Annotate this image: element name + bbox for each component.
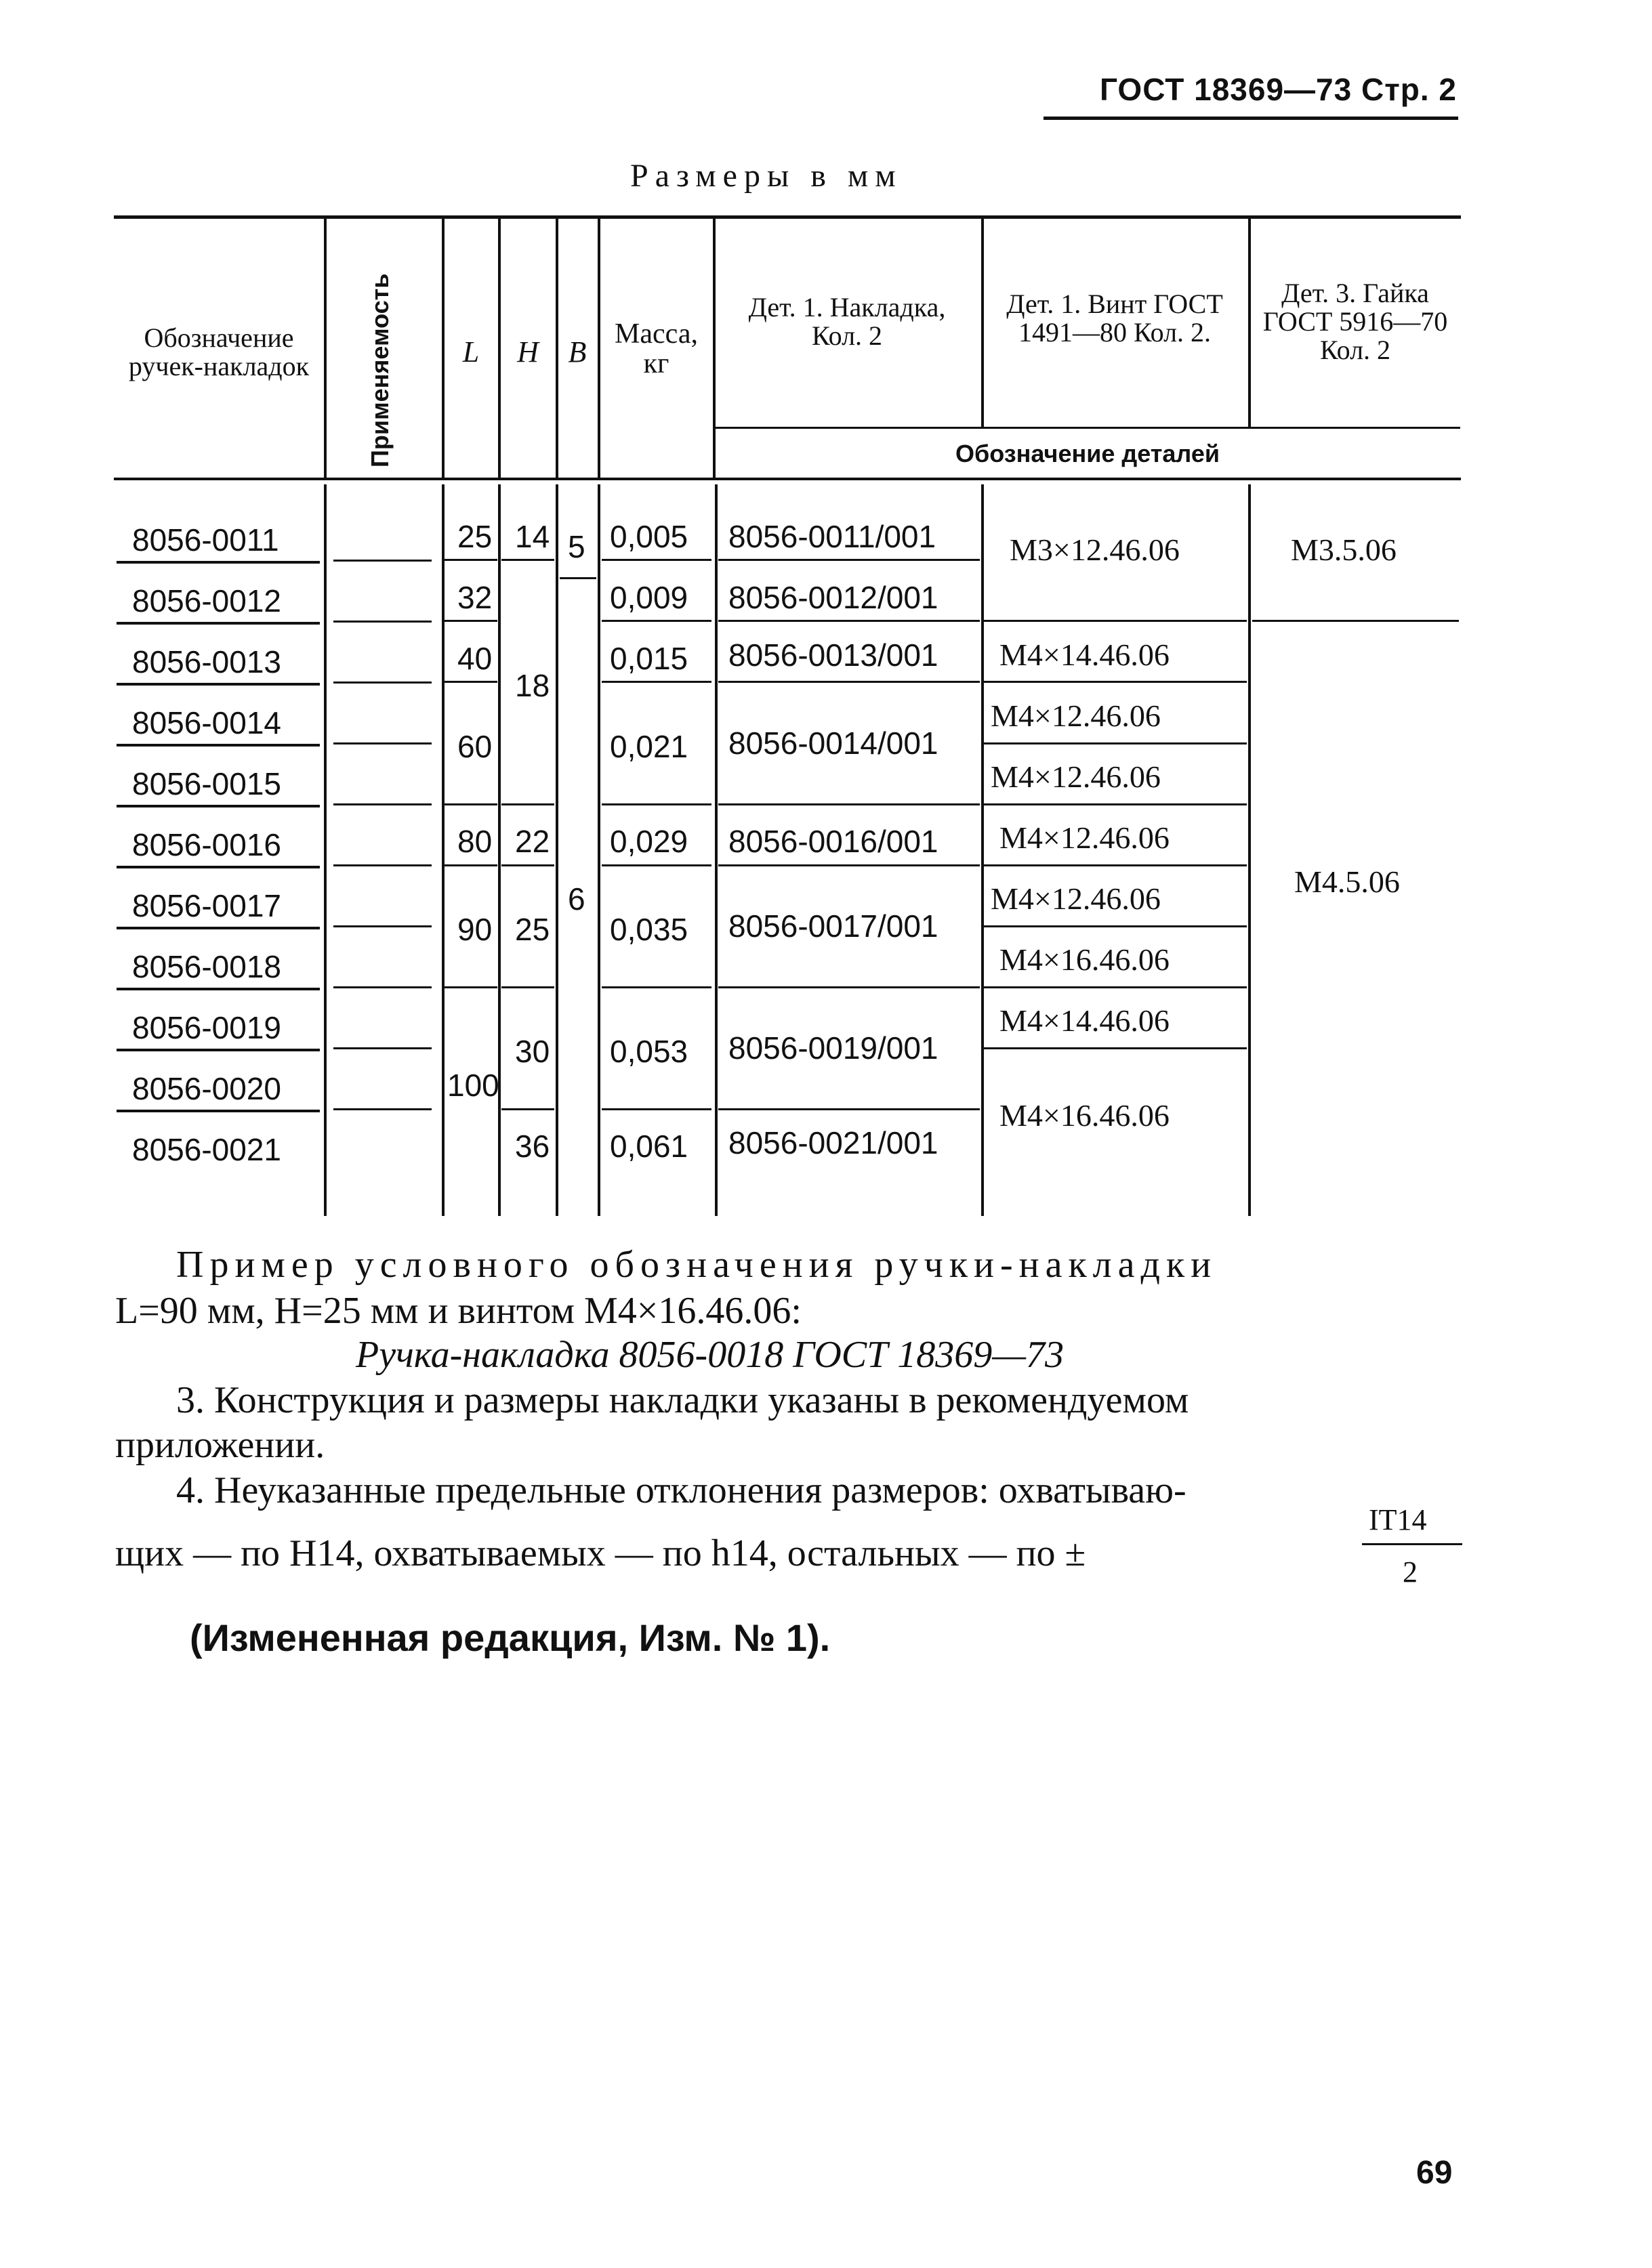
- paragraph-3-line1: 3. Конструкция и размеры накладки указаны в рекомендуемом: [176, 1379, 1189, 1421]
- row-designation: 8056-0020: [132, 1071, 281, 1106]
- row-designation: 8056-0021: [132, 1132, 281, 1167]
- cell-L: 40: [457, 641, 493, 676]
- rule: [501, 559, 554, 561]
- cell-mass: 0,035: [610, 912, 688, 947]
- cell-L: 80: [457, 824, 493, 859]
- cell-L: 100: [447, 1068, 499, 1103]
- header-H: H: [517, 335, 539, 369]
- dash: [333, 1047, 432, 1049]
- rule: [602, 803, 711, 805]
- vline: [498, 484, 501, 1216]
- fraction-denominator: 2: [1403, 1555, 1418, 1589]
- table-top-rule: [114, 215, 1461, 219]
- rule: [984, 1047, 1247, 1049]
- cell-B: 6: [568, 881, 585, 917]
- cell-nut: М3.5.06: [1291, 532, 1397, 567]
- cell-H: 30: [515, 1034, 550, 1069]
- rule: [984, 925, 1247, 927]
- rule: [501, 864, 554, 866]
- rule: [602, 1108, 711, 1110]
- cell-B: 5: [568, 529, 585, 564]
- vline: [556, 484, 558, 1216]
- header-L: L: [462, 335, 480, 369]
- vline: [981, 217, 984, 427]
- row-designation: 8056-0016: [132, 827, 281, 862]
- rule: [718, 864, 980, 866]
- rule: [602, 864, 711, 866]
- rule: [117, 1110, 320, 1112]
- cell-L: 25: [457, 519, 493, 554]
- row-designation: 8056-0014: [132, 705, 281, 740]
- dash: [333, 864, 432, 866]
- cell-H: 25: [515, 912, 550, 947]
- vline: [1248, 217, 1251, 427]
- rule: [501, 1108, 554, 1110]
- row-designation: 8056-0015: [132, 766, 281, 801]
- row-designation: 8056-0011: [132, 522, 279, 558]
- rule: [718, 803, 980, 805]
- example-line2: L=90 мм, H=25 мм и винтом М4×16.46.06:: [115, 1290, 802, 1332]
- parts-header-rule: [715, 427, 1460, 429]
- cell-mass: 0,015: [610, 641, 688, 676]
- cell-pad: 8056-0017/001: [728, 908, 938, 944]
- rule: [1252, 620, 1459, 622]
- paragraph-3-line2: приложении.: [115, 1424, 325, 1466]
- header-applicability: Применяемость: [366, 273, 394, 467]
- vline: [715, 484, 718, 1216]
- cell-mass: 0,053: [610, 1034, 688, 1069]
- rule: [501, 803, 554, 805]
- cell-screw: М4×14.46.06: [999, 1003, 1170, 1038]
- rule: [984, 803, 1247, 805]
- rule: [117, 561, 320, 564]
- dash: [333, 742, 432, 744]
- paragraph-4-line2: щих — по Н14, охватываемых — по h14, остальных — по ±: [115, 1532, 1086, 1574]
- row-designation: 8056-0018: [132, 949, 281, 984]
- header-rule: [1044, 117, 1458, 120]
- cell-mass: 0,061: [610, 1129, 688, 1164]
- fraction-bar: [1362, 1543, 1462, 1545]
- rule: [117, 683, 320, 686]
- dash: [333, 621, 432, 623]
- cell-H: 14: [515, 519, 550, 554]
- cell-screw: М4×12.46.06: [991, 881, 1161, 916]
- table-caption: Размеры в мм: [630, 158, 903, 194]
- row-designation: 8056-0019: [132, 1010, 281, 1045]
- rule: [117, 744, 320, 747]
- cell-pad: 8056-0013/001: [728, 637, 938, 673]
- cell-pad: 8056-0016/001: [728, 824, 938, 859]
- vline: [324, 217, 327, 478]
- rule: [718, 681, 980, 683]
- dash: [333, 560, 432, 562]
- header-det1-pad: Дет. 1. Накладка, Кол. 2: [748, 292, 946, 351]
- cell-screw: М4×12.46.06: [999, 820, 1170, 855]
- rule: [984, 864, 1247, 866]
- header-designation: Обозначение ручек-накладок: [128, 322, 310, 381]
- dash: [333, 803, 432, 805]
- cell-screw: М4×12.46.06: [991, 759, 1161, 794]
- rule: [445, 681, 497, 683]
- paragraph-4-line1: 4. Неуказанные предельные отклонения размеров: охватываю-: [176, 1469, 1186, 1511]
- header-det3-nut: Дет. 3. Гайка ГОСТ 5916—70 Кол. 2: [1262, 278, 1448, 365]
- cell-pad: 8056-0021/001: [728, 1125, 938, 1160]
- rule: [117, 988, 320, 990]
- cell-mass: 0,021: [610, 729, 688, 764]
- dash: [333, 925, 432, 927]
- rule: [445, 864, 497, 866]
- rule: [984, 681, 1247, 683]
- rule: [445, 803, 497, 805]
- rule: [984, 620, 1247, 622]
- rule: [445, 620, 497, 622]
- rule: [445, 559, 497, 561]
- cell-pad: 8056-0019/001: [728, 1030, 938, 1066]
- rule: [718, 559, 980, 561]
- cell-L: 90: [457, 912, 493, 947]
- header-B: B: [568, 335, 587, 369]
- cell-L: 60: [457, 729, 493, 764]
- cell-screw: М3×12.46.06: [1010, 532, 1180, 567]
- cell-mass: 0,029: [610, 824, 688, 859]
- cell-nut: М4.5.06: [1294, 864, 1400, 899]
- cell-mass: 0,005: [610, 519, 688, 554]
- example-line1: Пример условного обозначения ручки-накладки: [176, 1244, 1218, 1286]
- cell-screw: М4×16.46.06: [999, 1098, 1170, 1133]
- dash: [333, 681, 432, 684]
- row-designation: 8056-0017: [132, 888, 281, 923]
- rule: [718, 986, 980, 988]
- cell-mass: 0,009: [610, 580, 688, 615]
- rule: [501, 986, 554, 988]
- cell-L: 32: [457, 580, 493, 615]
- vline: [442, 484, 445, 1216]
- rule: [718, 620, 980, 622]
- cell-pad: 8056-0011/001: [728, 519, 936, 554]
- row-designation: 8056-0012: [132, 583, 281, 618]
- cell-H: 18: [515, 668, 550, 703]
- example-line3: Ручка-накладка 8056-0018 ГОСТ 18369—73: [356, 1334, 1065, 1376]
- vline: [1248, 484, 1251, 1216]
- dash: [333, 1108, 432, 1110]
- cell-screw: М4×16.46.06: [999, 942, 1170, 977]
- rule: [984, 986, 1247, 988]
- cell-H: 36: [515, 1129, 550, 1164]
- cell-pad: 8056-0012/001: [728, 580, 938, 615]
- fraction-numerator: IT14: [1369, 1503, 1427, 1536]
- rule: [560, 577, 596, 579]
- cell-pad: 8056-0014/001: [728, 726, 938, 761]
- page-number: 69: [1416, 2155, 1453, 2191]
- header-parts-designation: Обозначение деталей: [955, 440, 1220, 468]
- row-designation: 8056-0013: [132, 644, 281, 679]
- table-header-bottom-rule: [114, 478, 1461, 480]
- rule: [602, 986, 711, 988]
- header-det1-screw: Дет. 1. Винт ГОСТ 1491—80 Кол. 2.: [1006, 289, 1223, 348]
- rule: [984, 742, 1247, 744]
- vline: [324, 484, 327, 1216]
- vline: [713, 217, 716, 478]
- vline: [598, 484, 600, 1216]
- header-mass: Масса, кг: [615, 318, 698, 379]
- rule: [445, 986, 497, 988]
- cell-screw: М4×12.46.06: [991, 698, 1161, 733]
- rule: [117, 805, 320, 807]
- page-header: ГОСТ 18369—73 Стр. 2: [1099, 72, 1457, 107]
- rule: [117, 1049, 320, 1051]
- rule: [602, 559, 711, 561]
- vline: [981, 484, 984, 1216]
- change-note: (Измененная редакция, Изм. № 1).: [190, 1616, 831, 1659]
- rule: [117, 866, 320, 868]
- rule: [602, 681, 711, 683]
- dash: [333, 986, 432, 988]
- rule: [602, 620, 711, 622]
- rule: [117, 927, 320, 929]
- rule: [117, 622, 320, 625]
- rule: [718, 1108, 980, 1110]
- cell-H: 22: [515, 824, 550, 859]
- cell-screw: М4×14.46.06: [999, 637, 1170, 672]
